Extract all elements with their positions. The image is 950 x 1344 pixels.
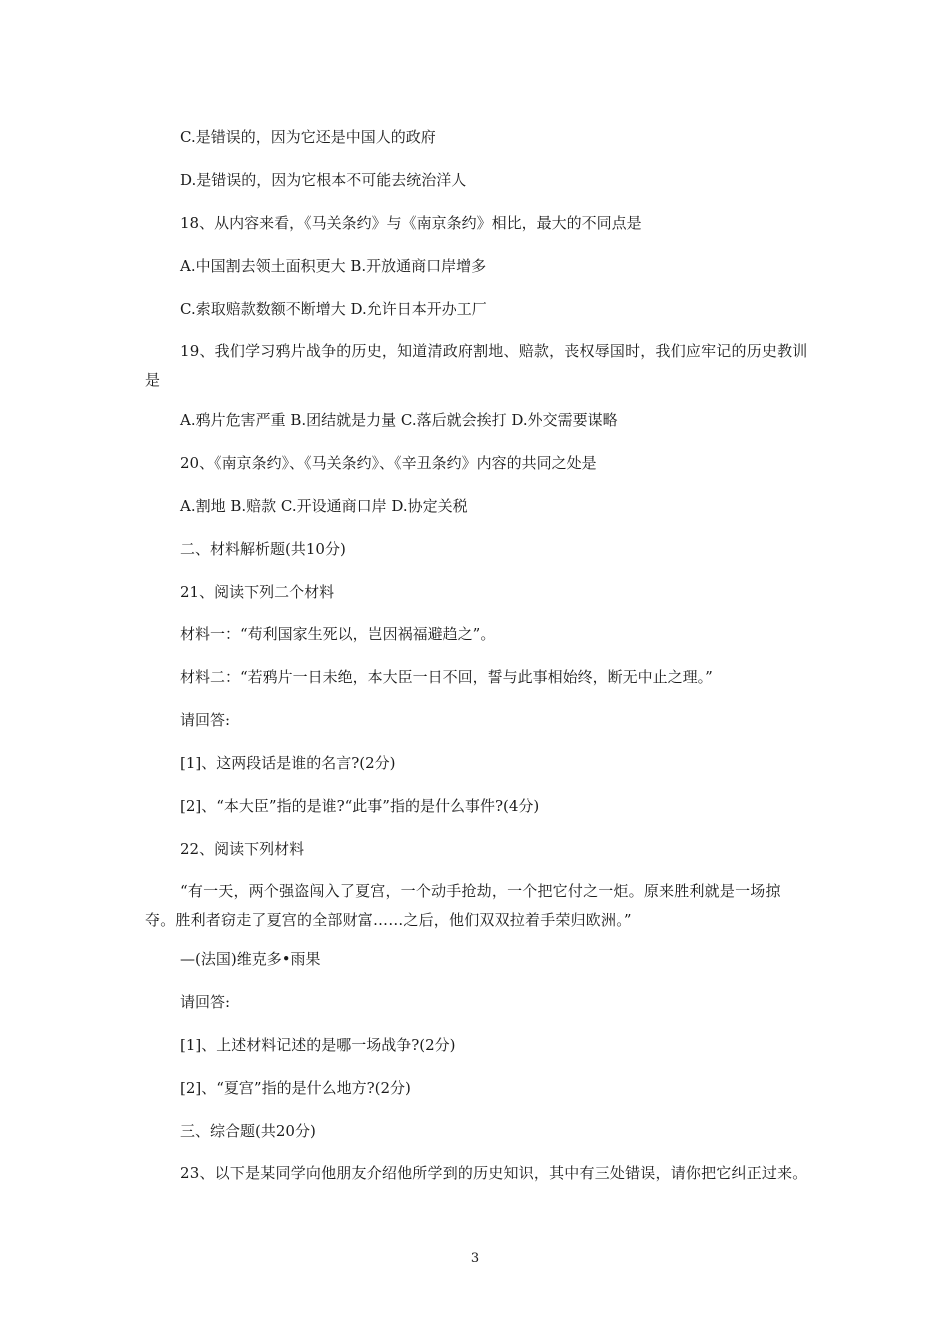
question-21: 21、阅读下列二个材料: [180, 583, 335, 601]
section-heading-2: 二、材料解析题(共10分): [180, 540, 346, 558]
question-22-part-2: [2]、“夏宫”指的是什么地方?(2分): [180, 1079, 411, 1097]
question-19: 19、我们学习鸦片战争的历史，知道清政府割地、赔款，丧权辱国时，我们应牢记的历史教训是: [145, 342, 808, 389]
question-22: 22、阅读下列材料: [180, 840, 305, 858]
question-18: 18、从内容来看，《马关条约》与《南京条约》相比，最大的不同点是: [180, 214, 642, 232]
options-q19: A.鸦片危害严重 B.团结就是力量 C.落后就会挨打 D.外交需要谋略: [180, 411, 618, 429]
prompt-answer-22: 请回答:: [180, 993, 231, 1011]
quote-attribution: —(法国)维克多•雨果: [180, 950, 321, 968]
option-d-q17: D.是错误的，因为它根本不可能去统治洋人: [180, 171, 467, 189]
options-q20: A.割地 B.赔款 C.开设通商口岸 D.协定关税: [180, 497, 468, 515]
question-20: 20、《南京条约》、《马关条约》、《辛丑条约》内容的共同之处是: [180, 454, 597, 472]
options-ab-q18: A.中国割去领土面积更大 B.开放通商口岸增多: [180, 257, 487, 275]
question-21-part-2: [2]、“本大臣”指的是谁?“此事”指的是什么事件?(4分): [180, 797, 540, 815]
section-heading-3: 三、综合题(共20分): [180, 1122, 316, 1140]
options-cd-q18: C.索取赔款数额不断增大 D.允许日本开办工厂: [180, 300, 487, 318]
question-23: 23、以下是某同学向他朋友介绍他所学到的历史知识，其中有三处错误，请你把它纠正过来。: [180, 1164, 808, 1182]
option-c-q17: C.是错误的，因为它还是中国人的政府: [180, 128, 436, 146]
prompt-answer-21: 请回答:: [180, 711, 231, 729]
page-number: 3: [470, 1251, 480, 1266]
material-2: 材料二：“若鸦片一日未绝，本大臣一日不回，誓与此事相始终，断无中止之理。”: [180, 668, 713, 686]
material-quote-22: “有一天，两个强盗闯入了夏宫，一个动手抢劫，一个把它付之一炬。原来胜利就是一场掠夺。胜利者窃走了夏宫的全部财富……之后，他们双双拉着手荣归欧洲。”: [145, 882, 781, 929]
question-21-part-1: [1]、这两段话是谁的名言?(2分): [180, 754, 396, 772]
question-22-part-1: [1]、上述材料记述的是哪一场战争?(2分): [180, 1036, 456, 1054]
material-1: 材料一：“苟利国家生死以，岂因祸福避趋之”。: [180, 625, 496, 643]
